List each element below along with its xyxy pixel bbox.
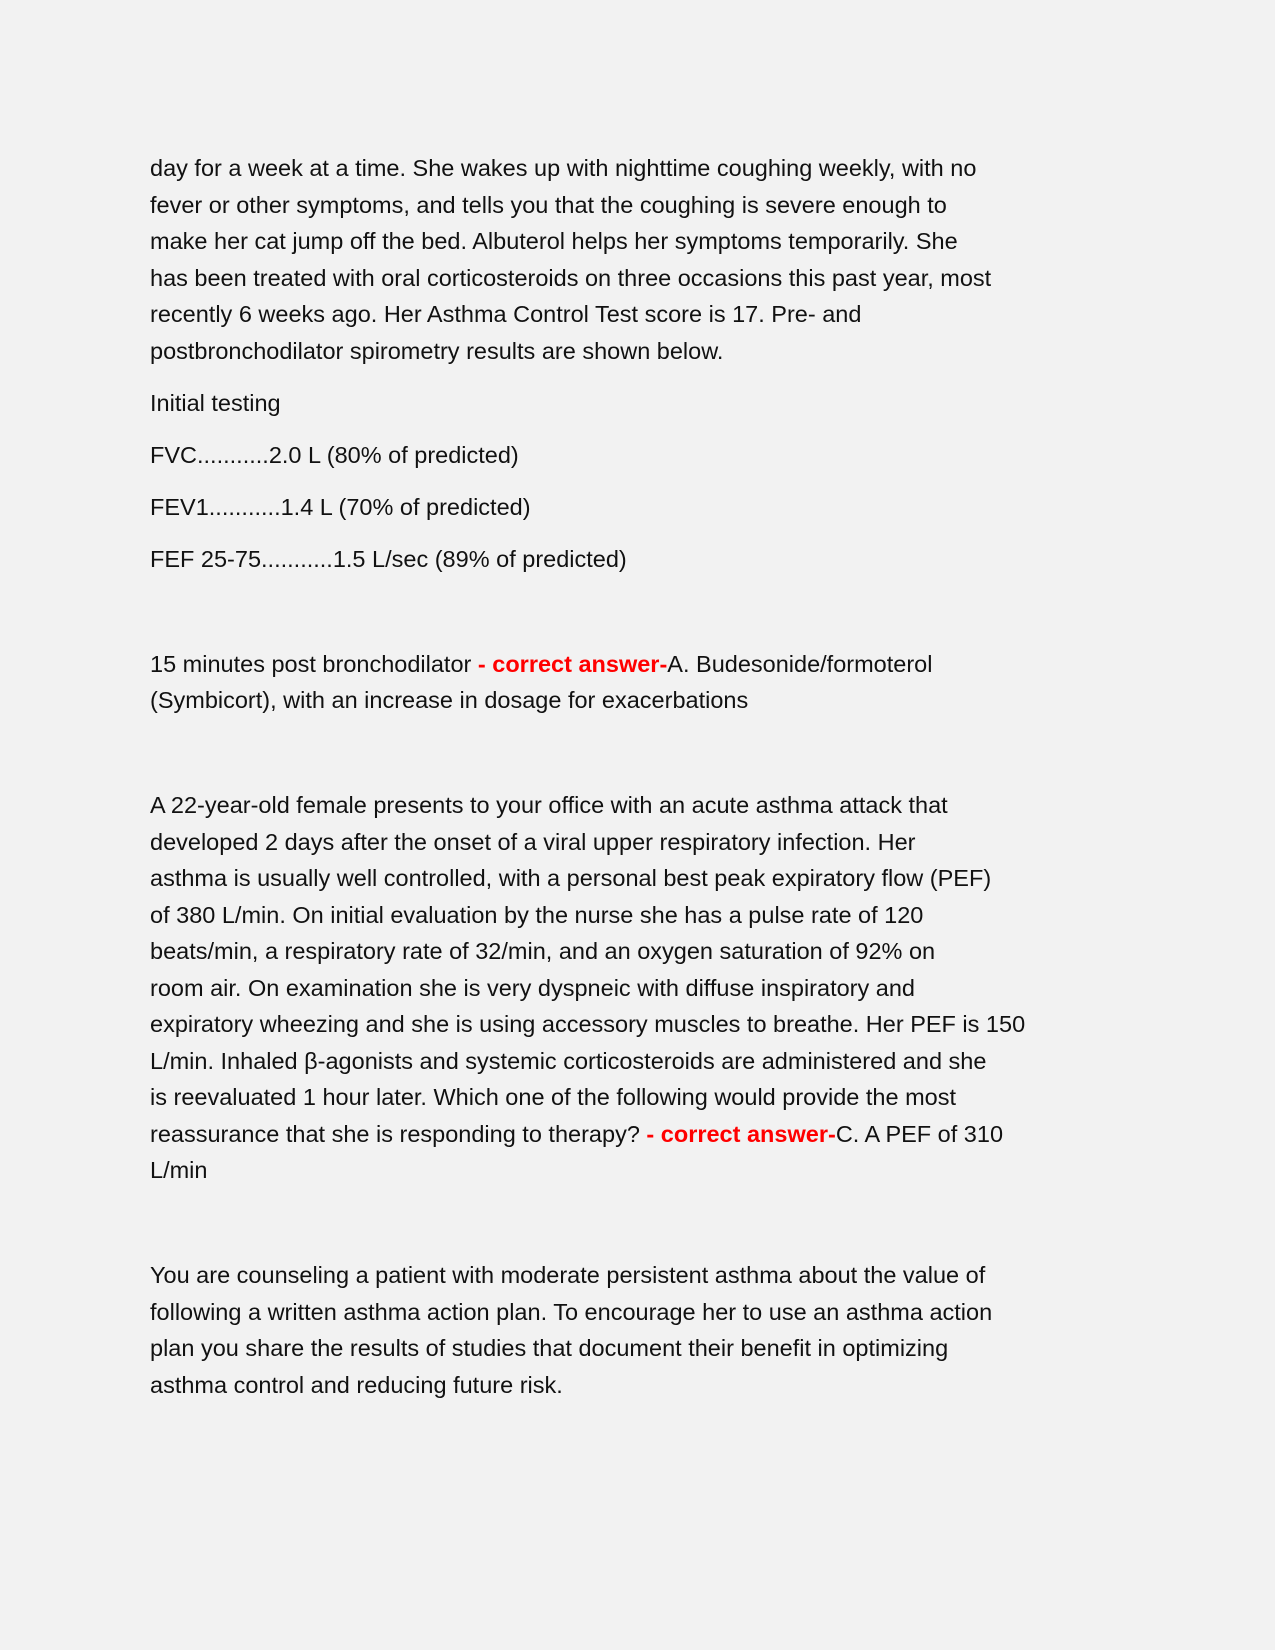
question-3 — [150, 1257, 1150, 1403]
text-line — [150, 260, 1150, 297]
text-segment: FEV1...........1.4 L (70% of predicted) — [150, 493, 531, 520]
text-line — [150, 489, 1150, 526]
text-line — [150, 1257, 1150, 1294]
text-line — [150, 646, 1150, 683]
text-line — [150, 150, 1150, 187]
text-line — [150, 333, 1150, 370]
initial-testing-heading — [150, 385, 1150, 422]
text-segment: fever or other symptoms, and tells you that the coughing is severe enough to — [150, 191, 947, 218]
text-segment: C. A PEF of 310 — [835, 1120, 1004, 1147]
text-segment: day for a week at a time. She wakes up with nighttime coughing weekly, with no — [150, 155, 977, 181]
text-line — [150, 385, 1150, 422]
text-segment: L/min. Inhaled β-agonists and systemic corticosteroids are administered and she — [150, 1047, 987, 1074]
text-line — [150, 541, 1150, 578]
text-segment: beats/min, a respiratory rate of 32/min, and an oxygen saturation of 92% on — [150, 938, 936, 964]
text-line — [150, 1330, 1150, 1367]
text-segment: recently 6 weeks ago. Her Asthma Control Test score is 17. Pre- and — [150, 301, 862, 327]
text-segment: developed 2 days after the onset of a viral upper respiratory infection. Her — [150, 828, 916, 855]
text-segment: following a written asthma action plan. To encourage her to use an asthma action — [150, 1298, 993, 1325]
text-segment: make her cat jump off the bed. Albuterol helps her symptoms temporarily. She — [150, 228, 958, 254]
text-line — [150, 682, 1150, 719]
text-segment: A. Budesonide/formoterol — [667, 650, 933, 677]
text-segment: is reevaluated 1 hour later. Which one of the following would provide the most — [150, 1084, 956, 1110]
text-segment: of 380 L/min. On initial evaluation by the nurse she has a pulse rate of 120 — [150, 901, 924, 928]
text-segment: postbronchodilator spirometry results are shown below. — [150, 337, 724, 364]
question-answer-1 — [150, 646, 1150, 719]
document-page — [150, 150, 1150, 1419]
text-line — [150, 897, 1150, 934]
text-line — [150, 437, 1150, 474]
text-line — [150, 933, 1150, 970]
fev1-result — [150, 489, 1150, 526]
text-line — [150, 1152, 1150, 1189]
text-line — [150, 824, 1150, 861]
text-line — [150, 860, 1150, 897]
case-description — [150, 150, 1150, 369]
text-line — [150, 223, 1150, 260]
fef-result — [150, 541, 1150, 578]
text-line — [150, 187, 1150, 224]
text-segment: asthma is usually well controlled, with a personal best peak expiratory flow (PEF) — [150, 865, 992, 891]
text-segment: Initial testing — [150, 389, 281, 416]
text-line — [150, 1367, 1150, 1404]
text-segment: L/min — [150, 1157, 208, 1183]
correct-answer-label: - correct answer- — [646, 1120, 836, 1147]
text-segment: 15 minutes post bronchodilator — [150, 650, 478, 677]
text-segment: expiratory wheezing and she is using accessory muscles to breathe. Her PEF is 150 — [150, 1011, 1026, 1037]
text-segment: (Symbicort), with an increase in dosage for exacerbations — [150, 687, 749, 713]
text-line — [150, 1006, 1150, 1043]
text-line — [150, 296, 1150, 333]
question-answer-2 — [150, 787, 1150, 1189]
text-segment: has been treated with oral corticosteroids on three occasions this past year, most — [150, 264, 992, 291]
text-segment: FVC...........2.0 L (80% of predicted) — [150, 441, 519, 468]
fvc-result — [150, 437, 1150, 474]
text-line — [150, 1116, 1150, 1153]
text-segment: FEF 25-75...........1.5 L/sec (89% of predicted) — [150, 545, 627, 572]
text-line — [150, 1043, 1150, 1080]
text-segment: A 22-year-old female presents to your office with an acute asthma attack that — [150, 792, 948, 818]
text-line — [150, 1079, 1150, 1116]
text-segment: room air. On examination she is very dyspneic with diffuse inspiratory and — [150, 974, 915, 1001]
text-segment: asthma control and reducing future risk. — [150, 1371, 563, 1398]
correct-answer-label: - correct answer- — [477, 650, 668, 677]
text-line — [150, 1294, 1150, 1331]
text-segment: reassurance that she is responding to therapy? — [150, 1120, 647, 1147]
text-line — [150, 970, 1150, 1007]
text-line — [150, 787, 1150, 824]
text-segment: plan you share the results of studies that document their benefit in optimizing — [150, 1335, 949, 1361]
text-segment: You are counseling a patient with moderate persistent asthma about the value of — [150, 1262, 986, 1288]
